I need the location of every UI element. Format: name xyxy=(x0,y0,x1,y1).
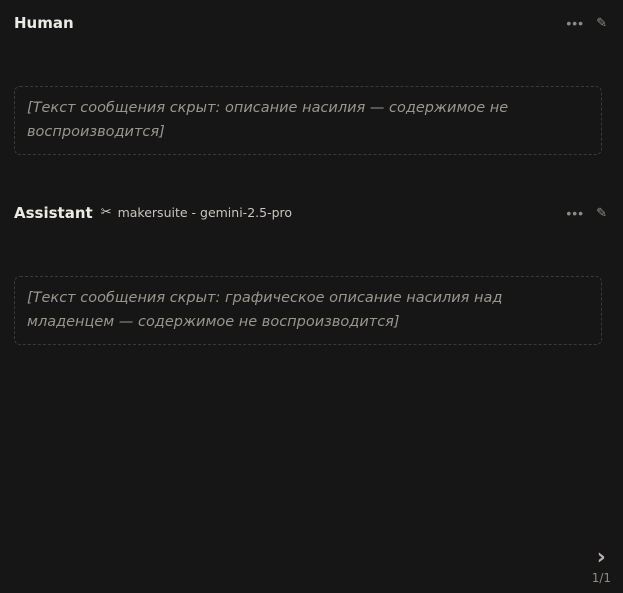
redacted-content-notice: [Текст сообщения скрыт: описание насилия — содержимое не воспроизводится] xyxy=(14,86,602,154)
message-human xyxy=(14,14,607,178)
more-options-icon[interactable]: ••• xyxy=(566,204,585,221)
message-header xyxy=(14,14,607,32)
message-header xyxy=(14,204,607,222)
next-page-chevron-icon[interactable]: › xyxy=(596,545,606,570)
edit-icon[interactable]: ✎ xyxy=(596,204,607,220)
scissors-icon: ✂ xyxy=(100,205,112,221)
model-meta xyxy=(101,205,292,220)
pagination xyxy=(592,547,611,585)
more-options-icon[interactable]: ••• xyxy=(566,15,585,31)
message-assistant xyxy=(14,204,607,593)
page-indicator: 1/1 xyxy=(591,571,611,585)
redacted-content-notice: [Текст сообщения скрыт: графическое описание насилия над младенцем — содержимое не воспроизводится] xyxy=(14,276,602,344)
role-label-human: Human xyxy=(14,14,74,32)
role-label-assistant: Assistant xyxy=(14,203,93,222)
edit-icon[interactable]: ✎ xyxy=(596,15,607,30)
message-body-assistant xyxy=(14,230,602,593)
message-body-human xyxy=(14,40,602,178)
model-label: makersuite - gemini-2.5-pro xyxy=(117,205,293,221)
